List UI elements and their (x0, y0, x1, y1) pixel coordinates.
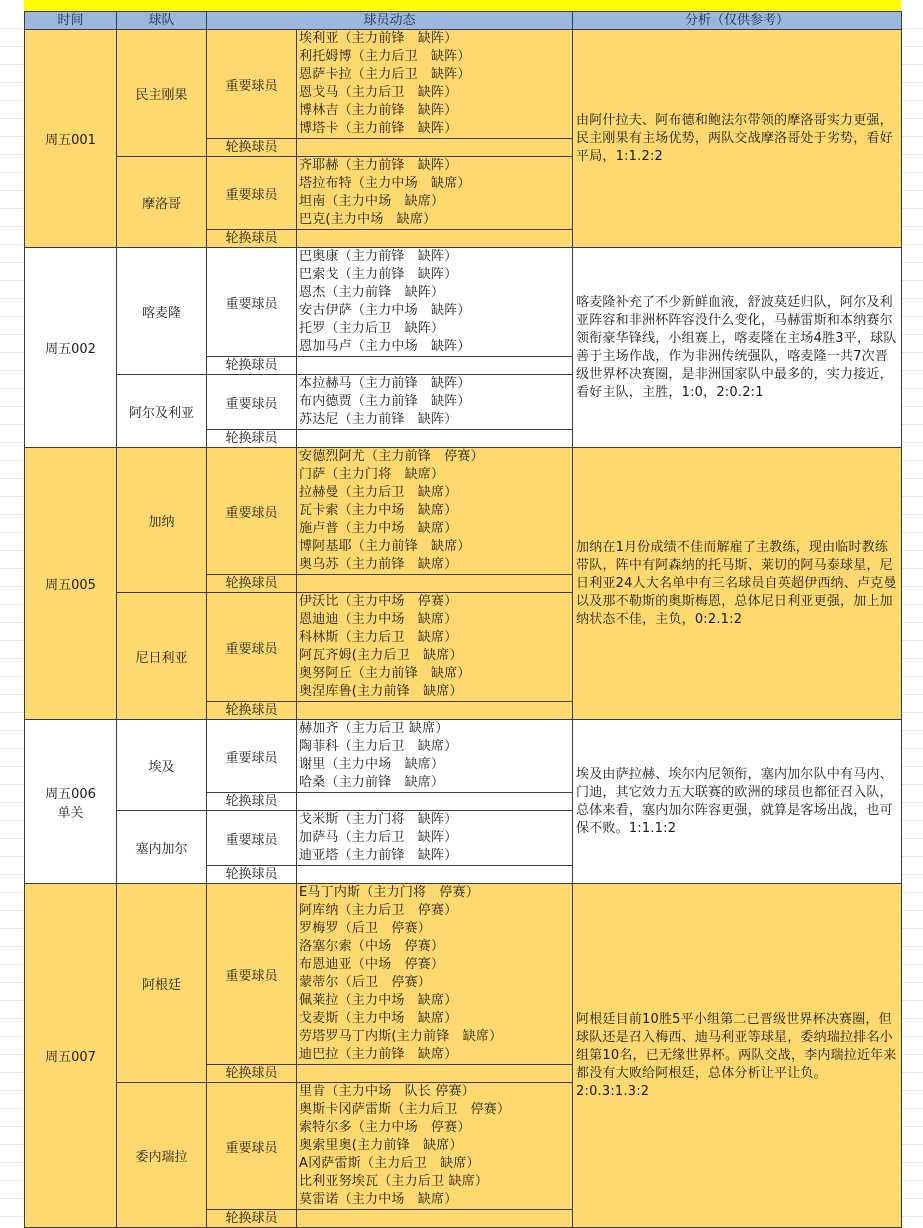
rotation-label: 轮换球员 (207, 702, 297, 720)
key-players (297, 884, 573, 1065)
team-name: 摩洛哥 (117, 157, 207, 248)
key-players (297, 811, 573, 866)
key-players (297, 157, 573, 230)
key-label: 重要球员 (207, 593, 297, 702)
rotation-players (297, 866, 573, 884)
match-time (25, 720, 117, 884)
player-entry: 佩莱拉（主力中场 缺席） (299, 993, 458, 1008)
player-entry: 拉赫曼（主力后卫 缺席） (299, 485, 458, 500)
match-table (24, 11, 902, 1228)
player-entry: 谢里（主力中场 缺席） (299, 757, 445, 772)
rotation-label: 轮换球员 (207, 430, 297, 448)
player-entry: 恩戈马（主力后卫 缺阵） (299, 85, 458, 100)
player-entry: 博阿基耶（主力前锋 缺席） (299, 539, 471, 554)
key-players (297, 375, 573, 430)
key-label: 重要球员 (207, 375, 297, 430)
player-entry: 里肯（主力中场 队长 停赛） (299, 1084, 475, 1099)
match-analysis: 阿根廷目前10胜5平小组第二已晋级世界杯决赛圈，但球队还是召入梅西、迪马利亚等球星，委纳瑞拉排名小组第10名，已无缘世界杯。两队交战，李内瑞拉近年来都没有大败给阿根廷，总体分析让平让负。2:0.3:1.3:2 (573, 884, 902, 1228)
rotation-label: 轮换球员 (207, 139, 297, 157)
player-entry: 齐耶赫（主力前锋 缺阵） (299, 158, 458, 173)
key-label: 重要球员 (207, 811, 297, 866)
player-entry: 埃利亚（主力前锋 缺阵） (299, 31, 458, 46)
player-entry: 博塔卡（主力前锋 缺阵） (299, 121, 458, 136)
key-players (297, 248, 573, 357)
player-entry: 托罗（主力后卫 缺阵） (299, 321, 445, 336)
key-label: 重要球员 (207, 248, 297, 357)
key-label: 重要球员 (207, 884, 297, 1065)
player-entry: 塔拉布特（主力中场 缺席） (299, 176, 471, 191)
player-entry: 科林斯（主力后卫 缺席） (299, 630, 458, 645)
player-entry: 安德烈阿尤（主力前锋 停赛） (299, 449, 484, 464)
match-row (25, 448, 902, 575)
rotation-players (297, 793, 573, 811)
spreadsheet-gridlines-left (0, 11, 24, 1218)
player-entry: E马丁内斯（主力门将 停赛） (299, 885, 480, 900)
match-time-label: 周五006 (45, 786, 96, 802)
header-team: 球队 (117, 12, 207, 30)
rotation-players (297, 230, 573, 248)
key-players (297, 448, 573, 575)
player-entry: 索特尔多（主力中场 停赛） (299, 1120, 471, 1135)
player-entry: 戈米斯（主力门将 缺阵） (299, 812, 458, 827)
team-name: 喀麦隆 (117, 248, 207, 375)
key-players (297, 1083, 573, 1210)
player-entry: 布恩迪亚（中场 停赛） (299, 957, 445, 972)
player-entry: 瓦卡索（主力中场 缺席） (299, 503, 458, 518)
player-entry: 奥索里奥(主力前锋 缺席） (299, 1138, 463, 1153)
player-entry: 苏达尼（主力前锋 缺阵） (299, 412, 458, 427)
player-entry: 本拉赫马（主力前锋 缺阵） (299, 376, 471, 391)
player-entry: 恩杰（主力前锋 缺阵） (299, 285, 445, 300)
team-name: 民主刚果 (117, 30, 207, 157)
header-row (25, 12, 902, 30)
rotation-label: 轮换球员 (207, 1065, 297, 1083)
match-analysis: 加纳在1月份成绩不佳而解雇了主教练，现由临时教练带队，阵中有阿森纳的托马斯、莱切的阿马泰球星，尼日利亚24人大名单中有三名球员自英超伊西纳、卢克曼以及那不勒斯的奥斯梅恩，总体尼日利亚更强，加上加纳状态不佳，主负，0:2.1:2 (573, 448, 902, 720)
rotation-players (297, 357, 573, 375)
match-row (25, 884, 902, 1065)
match-time: 周五002 (25, 248, 117, 448)
rotation-players (297, 1065, 573, 1083)
spreadsheet-gridlines-right (901, 11, 923, 1218)
key-label: 重要球员 (207, 720, 297, 793)
team-name: 阿尔及利亚 (117, 375, 207, 448)
key-players (297, 720, 573, 793)
rotation-label: 轮换球员 (207, 866, 297, 884)
player-entry: 利托姆博（主力后卫 缺阵） (299, 49, 471, 64)
player-entry: 门萨（主力门将 缺席） (299, 467, 445, 482)
rotation-players (297, 139, 573, 157)
match-analysis: 埃及由萨拉赫、埃尔内尼领衔，塞内加尔队中有马内、门迪，其它效力五大联赛的欧洲的球员也都征召入队，总体来看，塞内加尔阵容更强，就算是客场出战，也可保不败。1:1.1:2 (573, 720, 902, 884)
player-entry: 奥乌苏（主力前锋 缺席） (299, 557, 458, 572)
player-entry: 奥涅库鲁(主力前锋 缺席） (299, 684, 463, 699)
player-entry: 巴索戈（主力前锋 缺阵） (299, 267, 458, 282)
match-time: 周五001 (25, 30, 117, 248)
rotation-label: 轮换球员 (207, 1210, 297, 1228)
team-name: 塞内加尔 (117, 811, 207, 884)
top-bar (0, 0, 923, 11)
rotation-label: 轮换球员 (207, 793, 297, 811)
player-entry: 劳塔罗马丁内斯(主力前锋 缺席） (299, 1029, 503, 1044)
key-label: 重要球员 (207, 157, 297, 230)
rotation-players (297, 1210, 573, 1228)
team-name: 阿根廷 (117, 884, 207, 1083)
player-entry: 蒙蒂尔（后卫 停赛） (299, 975, 432, 990)
header-time: 时间 (25, 12, 117, 30)
match-type-label: 单关 (57, 805, 84, 821)
match-row (25, 248, 902, 357)
player-entry: 施卢普（主力中场 缺席） (299, 521, 458, 536)
player-entry: 恩加马卢（主力中场 缺阵） (299, 339, 471, 354)
key-label: 重要球员 (207, 30, 297, 139)
team-name: 尼日利亚 (117, 593, 207, 720)
player-entry: 莫雷诺（主力中场 缺席） (299, 1192, 458, 1207)
key-players (297, 593, 573, 702)
match-analysis: 喀麦隆补充了不少新鲜血液，舒波莫廷归队，阿尔及利亚阵容和非洲杯阵容没什么变化，马赫雷斯和本纳赛尔领衔豪华锋线，小组赛上，喀麦隆在主场4胜3平，球队善于主场作战，作为非洲传统强队，喀麦隆一共7次晋级世界杯决赛圈，是非洲国家队中最多的，实力接近，看好主队，主胜，1:0，2:0.2:1 (573, 248, 902, 448)
match-time: 周五007 (25, 884, 117, 1228)
player-entry: 巴奥康（主力前锋 缺阵） (299, 249, 458, 264)
player-entry: A冈萨雷斯（主力后卫 缺席） (299, 1156, 480, 1171)
key-label: 重要球员 (207, 448, 297, 575)
player-entry: 恩萨卡拉（主力后卫 缺阵） (299, 67, 471, 82)
player-entry: 戈麦斯（主力中场 缺席） (299, 1011, 458, 1026)
player-entry: 布内德贾（主力前锋 缺阵） (299, 394, 471, 409)
rotation-label: 轮换球员 (207, 357, 297, 375)
rotation-players (297, 575, 573, 593)
player-entry: 哈桑（主力前锋 缺席） (299, 775, 445, 790)
player-entry: 赫加齐（主力后卫 缺席） (299, 721, 449, 736)
rotation-label: 轮换球员 (207, 575, 297, 593)
player-entry: 伊沃比（主力中场 停赛） (299, 594, 458, 609)
player-entry: 奥努阿丘（主力前锋 缺席） (299, 666, 471, 681)
rotation-label: 轮换球员 (207, 230, 297, 248)
match-row (25, 720, 902, 793)
player-entry: 比利亚努埃瓦（主力后卫 缺席） (299, 1174, 489, 1189)
player-entry: 阿瓦齐姆(主力后卫 缺席） (299, 648, 463, 663)
key-label: 重要球员 (207, 1083, 297, 1210)
rotation-players (297, 430, 573, 448)
key-players (297, 30, 573, 139)
header-players: 球员动态 (207, 12, 573, 30)
header-analysis: 分析（仅供参考） (573, 12, 902, 30)
team-name: 埃及 (117, 720, 207, 811)
player-entry: 洛塞尔索（中场 停赛） (299, 939, 445, 954)
player-entry: 罗梅罗（后卫 停赛） (299, 921, 432, 936)
team-name: 加纳 (117, 448, 207, 593)
player-entry: 迪亚塔（主力前锋 缺阵） (299, 848, 458, 863)
player-entry: 陶菲科（主力后卫 缺席） (299, 739, 458, 754)
player-entry: 奥斯卡冈萨雷斯（主力后卫 停赛） (299, 1102, 511, 1117)
player-entry: 安古伊萨（主力中场 缺阵） (299, 303, 471, 318)
player-entry: 博林吉（主力前锋 缺阵） (299, 103, 458, 118)
match-analysis: 由阿什拉夫、阿布德和鲍法尔带领的摩洛哥实力更强，民主刚果有主场优势，两队交战摩洛哥处于劣势，看好平局，1:1.2:2 (573, 30, 902, 248)
team-name: 委内瑞拉 (117, 1083, 207, 1228)
player-entry: 迪巴拉（主力前锋 缺席） (299, 1047, 458, 1062)
player-entry: 坦南（主力中场 缺席） (299, 194, 445, 209)
match-time: 周五005 (25, 448, 117, 720)
rotation-players (297, 702, 573, 720)
player-entry: 恩迪迪（主力中场 缺席） (299, 612, 458, 627)
player-entry: 巴克(主力中场 缺席） (299, 212, 437, 227)
player-entry: 加萨马（主力后卫 缺阵） (299, 830, 458, 845)
match-row (25, 30, 902, 139)
player-entry: 阿库纳（主力后卫 停赛） (299, 903, 458, 918)
